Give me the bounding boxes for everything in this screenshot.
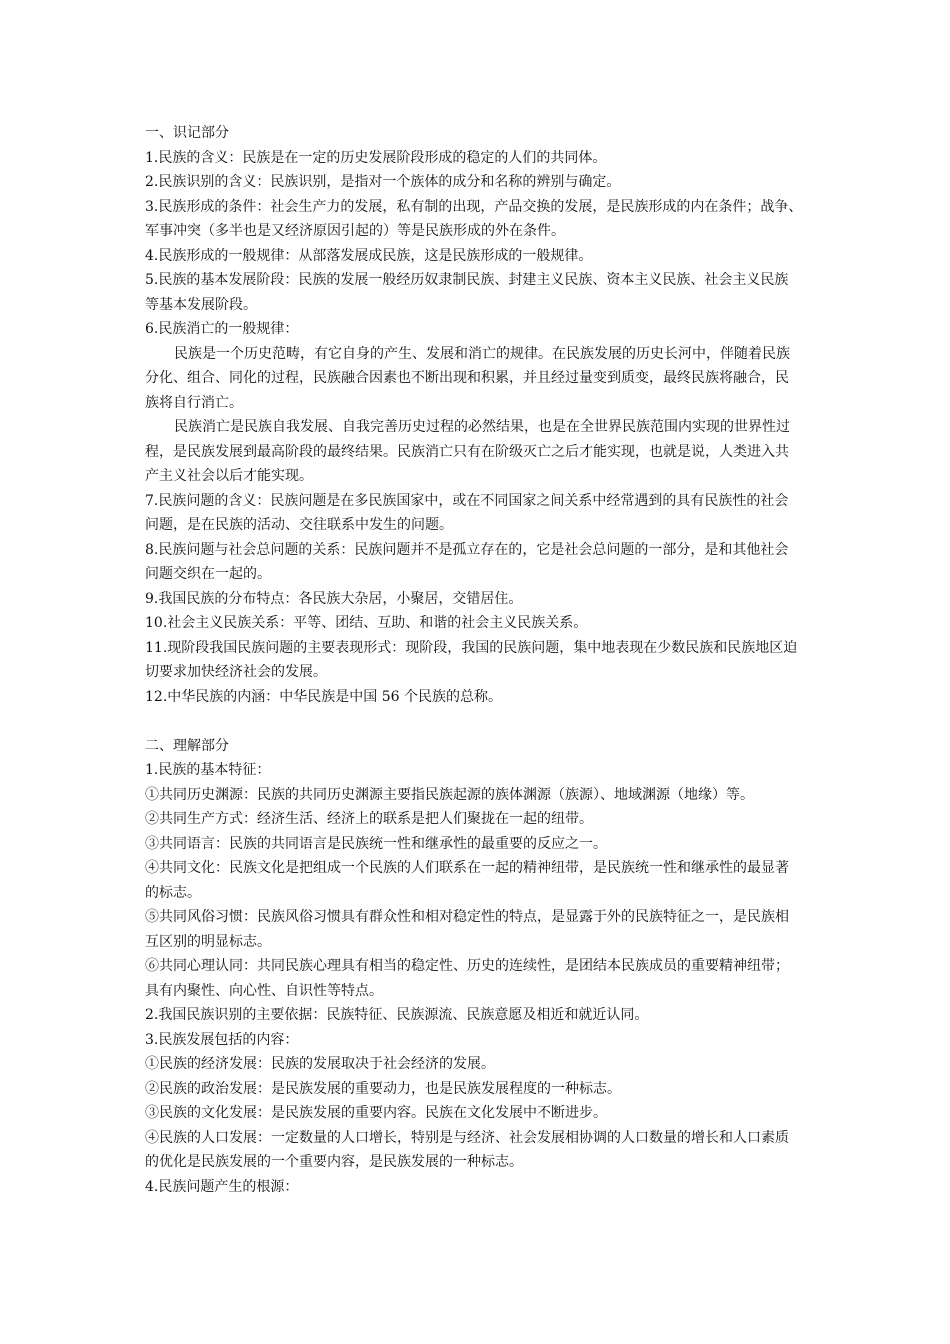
- paragraph-line: 等基本发展阶段。: [145, 296, 257, 313]
- paragraph-line: 7.民族问题的含义：民族问题是在多民族国家中，或在不同国家之间关系中经常遇到的具有民族性的社会: [145, 492, 789, 509]
- paragraph-line: 3.民族发展包括的内容：: [145, 1031, 299, 1048]
- paragraph-line: 3.民族形成的条件：社会生产力的发展，私有制的出现，产品交换的发展，是民族形成的内在条件；战争、: [145, 198, 803, 215]
- paragraph-line: 分化、组合、同化的过程，民族融合因素也不断出现和积累，并且经过量变到质变，最终民族将融合，民: [145, 370, 789, 386]
- paragraph-line: 10.社会主义民族关系：平等、团结、互助、和谐的社会主义民族关系。: [145, 615, 588, 631]
- paragraph-line: 5.民族的基本发展阶段：民族的发展一般经历奴隶制民族、封建主义民族、资本主义民族、社会主义民族: [145, 272, 789, 288]
- paragraph-line: ④共同文化：民族文化是把组成一个民族的人们联系在一起的精神纽带，是民族统一性和继承性的最显著: [145, 860, 789, 876]
- section-heading: 二、理解部分: [145, 737, 229, 754]
- paragraph-line: ②民族的政治发展：是民族发展的重要动力，也是民族发展程度的一种标志。: [145, 1080, 621, 1097]
- paragraph-line: 民族是一个历史范畴，有它自身的产生、发展和消亡的规律。在民族发展的历史长河中，伴随着民族: [174, 345, 790, 362]
- paragraph-line: 的优化是民族发展的一个重要内容，是民族发展的一种标志。: [145, 1154, 523, 1170]
- paragraph-line: 6.民族消亡的一般规律：: [145, 321, 299, 337]
- paragraph-line: 族将自行消亡。: [145, 394, 243, 411]
- paragraph-line: 互区别的明显标志。: [145, 933, 271, 950]
- paragraph-line: 问题，是在民族的活动、交往联系中发生的问题。: [145, 517, 453, 533]
- paragraph-line: 4.民族问题产生的根源：: [145, 1178, 299, 1195]
- paragraph-line: 1.民族的含义：民族是在一定的历史发展阶段形成的稳定的人们的共同体。: [145, 149, 607, 166]
- paragraph-line: 具有内聚性、向心性、自识性等特点。: [145, 982, 383, 999]
- paragraph-line: 4.民族形成的一般规律：从部落发展成民族，这是民族形成的一般规律。: [145, 247, 593, 264]
- section-heading: 一、识记部分: [145, 125, 229, 141]
- paragraph-line: ①共同历史渊源：民族的共同历史渊源主要指民族起源的族体渊源（族源）、地域渊源（地缘）等。: [145, 786, 754, 803]
- paragraph-line: 民族消亡是民族自我发展、自我完善历史过程的必然结果，也是在全世界民族范围内实现的世界性过: [174, 419, 790, 435]
- paragraph-line: 11.现阶段我国民族问题的主要表现形式：现阶段，我国的民族问题，集中地表现在少数民族和民族地区迫: [145, 639, 798, 656]
- paragraph-line: ①民族的经济发展：民族的发展取决于社会经济的发展。: [145, 1056, 495, 1072]
- paragraph-line: ③民族的文化发展：是民族发展的重要内容。民族在文化发展中不断进步。: [145, 1105, 607, 1121]
- paragraph-line: 产主义社会以后才能实现。: [145, 468, 313, 484]
- paragraph-line: 切要求加快经济社会的发展。: [145, 664, 327, 680]
- paragraph-line: 问题交织在一起的。: [145, 566, 271, 582]
- paragraph-line: 程，是民族发展到最高阶段的最终结果。民族消亡只有在阶级灭亡之后才能实现，也就是说，人类进入共: [145, 443, 789, 460]
- section-gap: [145, 709, 810, 734]
- paragraph-line: 2.我国民族识别的主要依据：民族特征、民族源流、民族意愿及相近和就近认同。: [145, 1007, 649, 1023]
- paragraph-line: 2.民族识别的含义：民族识别，是指对一个族体的成分和名称的辨别与确定。: [145, 174, 621, 190]
- paragraph-line: 8.民族问题与社会总问题的关系：民族问题并不是孤立存在的，它是社会总问题的一部分，是和其他社会: [145, 541, 789, 558]
- paragraph-line: ⑥共同心理认同：共同民族心理具有相当的稳定性、历史的连续性，是团结本民族成员的重要精神纽带；: [145, 958, 789, 974]
- paragraph-line: 1.民族的基本特征：: [145, 762, 271, 778]
- paragraph-line: 12.中华民族的内涵：中华民族是中国 56 个民族的总称。: [145, 688, 502, 705]
- paragraph-line: 的标志。: [145, 884, 201, 901]
- paragraph-line: 军事冲突（多半也是又经济原因引起的）等是民族形成的外在条件。: [145, 223, 565, 239]
- paragraph-line: ③共同语言：民族的共同语言是民族统一性和继承性的最重要的反应之一。: [145, 835, 607, 852]
- paragraph-line: ②共同生产方式：经济生活、经济上的联系是把人们聚拢在一起的纽带。: [145, 811, 593, 827]
- paragraph-line: 9.我国民族的分布特点：各民族大杂居，小聚居，交错居住。: [145, 590, 523, 607]
- paragraph-line: ⑤共同风俗习惯：民族风俗习惯具有群众性和相对稳定性的特点，是显露于外的民族特征之一，是民族相: [145, 909, 789, 925]
- paragraph-line: ④民族的人口发展：一定数量的人口增长，特别是与经济、社会发展相协调的人口数量的增长和人口素质: [145, 1129, 789, 1146]
- document-page: [145, 121, 810, 1199]
